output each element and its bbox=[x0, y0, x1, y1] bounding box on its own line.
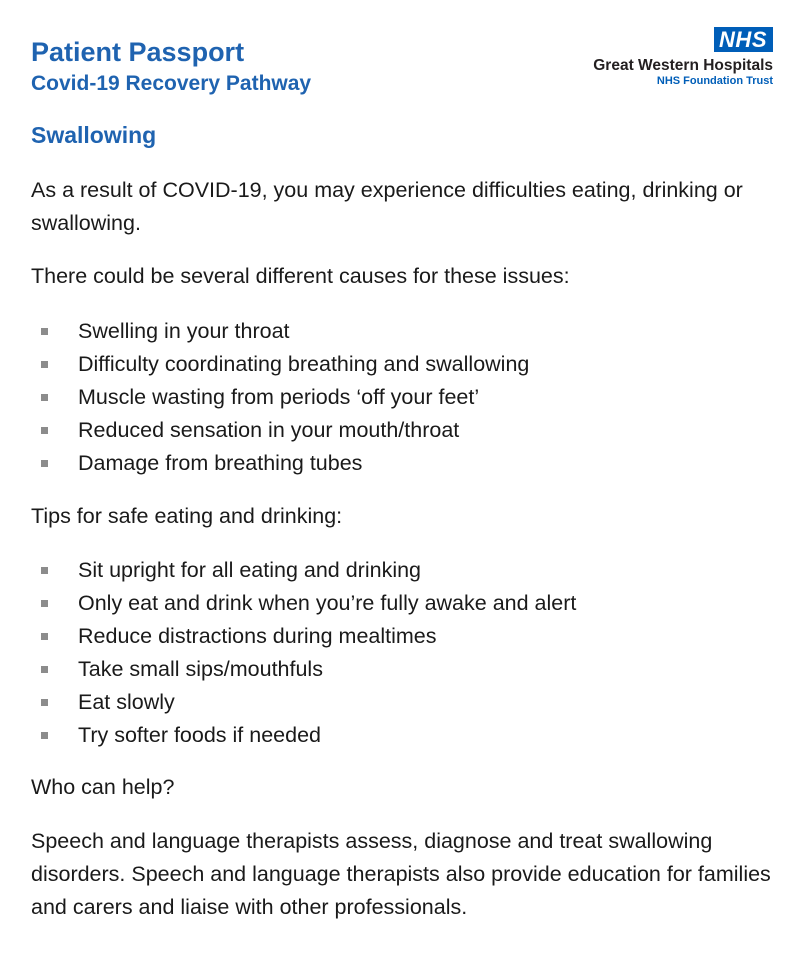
bullet-square-icon bbox=[41, 328, 48, 335]
help-question: Who can help? bbox=[31, 775, 175, 799]
list-item-text: Damage from breathing tubes bbox=[78, 451, 363, 475]
nhs-badge-logo: NHS bbox=[714, 27, 773, 52]
list-item-text: Difficulty coordinating breathing and swallowing bbox=[78, 352, 530, 376]
intro-paragraph: As a result of COVID-19, you may experience difficulties eating, drinking or swallowing. bbox=[31, 178, 743, 235]
list-item-text: Muscle wasting from periods ‘off your feet’ bbox=[78, 385, 480, 409]
list-item bbox=[31, 414, 529, 447]
bullet-square-icon bbox=[41, 600, 48, 607]
bullet-square-icon bbox=[41, 567, 48, 574]
causes-lead: There could be several different causes for these issues: bbox=[31, 264, 570, 288]
list-item bbox=[31, 653, 576, 686]
list-item-text: Only eat and drink when you’re fully awake and alert bbox=[78, 591, 577, 615]
list-item bbox=[31, 587, 576, 620]
nhs-trust-logo bbox=[593, 27, 773, 88]
list-item bbox=[31, 620, 576, 653]
list-item-text: Take small sips/mouthfuls bbox=[78, 657, 323, 681]
bullet-square-icon bbox=[41, 394, 48, 401]
list-item bbox=[31, 447, 529, 480]
list-item-text: Reduced sensation in your mouth/throat bbox=[78, 418, 460, 442]
list-item-text: Sit upright for all eating and drinking bbox=[78, 558, 422, 582]
page-title: Patient Passport bbox=[31, 37, 245, 67]
tips-lead: Tips for safe eating and drinking: bbox=[31, 504, 343, 528]
bullet-square-icon bbox=[41, 361, 48, 368]
list-item bbox=[31, 554, 576, 587]
trust-subtitle: NHS Foundation Trust bbox=[656, 75, 773, 87]
document-header bbox=[31, 36, 311, 98]
bullet-square-icon bbox=[41, 699, 48, 706]
bullet-square-icon bbox=[41, 427, 48, 434]
list-item-text: Try softer foods if needed bbox=[78, 723, 321, 747]
section-heading: Swallowing bbox=[31, 122, 157, 148]
list-item bbox=[31, 315, 529, 348]
list-item bbox=[31, 381, 529, 414]
list-item-text: Eat slowly bbox=[78, 690, 175, 714]
page-subtitle: Covid-19 Recovery Pathway bbox=[31, 72, 312, 95]
causes-list bbox=[31, 315, 529, 480]
bullet-square-icon bbox=[41, 666, 48, 673]
bullet-square-icon bbox=[41, 633, 48, 640]
list-item-text: Swelling in your throat bbox=[78, 319, 290, 343]
tips-list bbox=[31, 554, 576, 752]
bullet-square-icon bbox=[41, 460, 48, 467]
list-item bbox=[31, 686, 576, 719]
list-item bbox=[31, 348, 529, 381]
trust-name: Great Western Hospitals bbox=[593, 57, 773, 74]
list-item-text: Reduce distractions during mealtimes bbox=[78, 624, 437, 648]
bullet-square-icon bbox=[41, 732, 48, 739]
list-item bbox=[31, 719, 576, 752]
help-answer: Speech and language therapists assess, diagnose and treat swallowing disorders. Speech and language therapists also provide education for families and carers and liaise with other professionals. bbox=[31, 829, 771, 919]
